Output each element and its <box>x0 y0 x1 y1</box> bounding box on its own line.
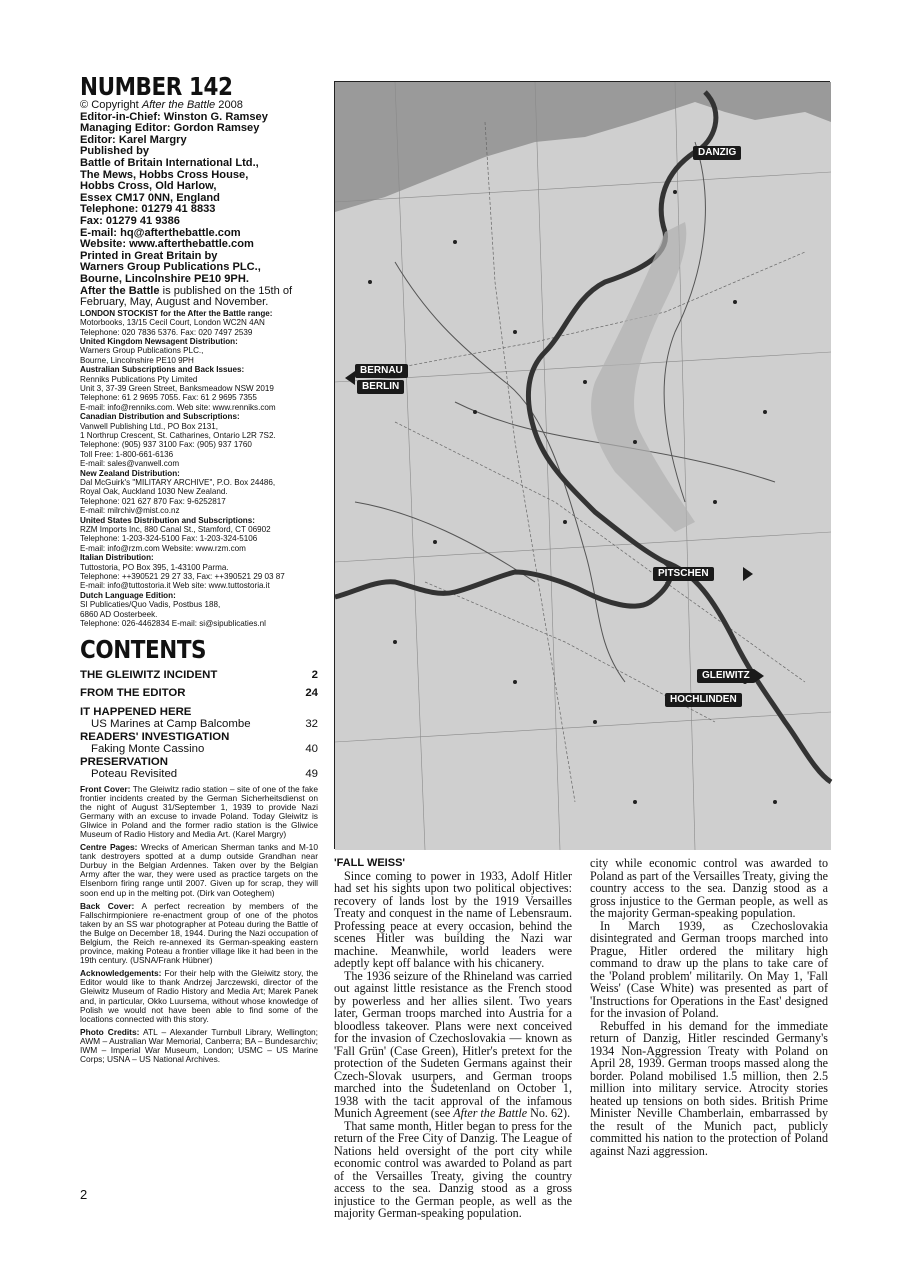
publication-schedule: After the Battle is published on the 15th of February, May, August and November. <box>80 284 293 309</box>
printer-line: Printed in Great Britain by <box>80 249 218 262</box>
map-image <box>334 81 830 849</box>
caption: Photo Credits: ATL – Alexander Turnbull Library, Wellington; AWM – Australian War Memorial, Canberra; BA – Bundesarchiv; IWM – Imperial War Museum, London; USMC – US Marine Corps; USNA – US National Archives. <box>80 1026 318 1065</box>
article-column-2 <box>590 857 828 1157</box>
distribution-line: Telephone: 1-203-324-5100 Fax: 1-203-324-5106 <box>80 534 258 544</box>
distribution-line: 6860 AD Oosterbeek. <box>80 609 158 619</box>
distribution-line: Warners Group Publications PLC., <box>80 346 204 356</box>
contents-item-title: FROM THE EDITOR <box>80 687 186 699</box>
article-paragraph: In March 1939, as Czechoslovakia disintegrated and German troops marched into Prague, Hitler ordered the military high command to draw up the plans to take care of the 'Poland problem' militarily. On May 1, 'Fall Weiss' (Case White) was presented as part of 'Instructions for Operations in the East' designed for the invasion of Poland. <box>590 918 828 1020</box>
contents-item <box>80 731 318 744</box>
distribution-line: RZM Imports Inc, 880 Canal St., Stamford, CT 06902 <box>80 525 271 535</box>
distribution-line: Telephone: 026-4462834 E-mail: si@sipublicaties.nl <box>80 619 266 629</box>
caption: Centre Pages: Wrecks of American Sherman tanks and M-10 tank destroyers spotted at a dump outside Grandhan near Durbuy in the Belgian Ardennes. Taken over by the Belgian Army after the war, they were used as practice targets on the Elsenborn firing range until 2007. Given up for scrap, they will soon end up in the melting pot. (Dirk van Ooteghem) <box>80 842 318 898</box>
distribution-line: SI Publicaties/Quo Vadis, Postbus 188, <box>80 600 221 610</box>
caption: Back Cover: A perfect recreation by members of the Fallschirmpioniere re-enactment group of one of the photos taken by an SS war photographer at Poteau during the Battle of the Bulge on December 18, 1944. During the Nazi occupation of Belgium, the Reich re-annexed its German-speaking eastern province, making Poteau a frontier village like it had been in the 19th century. (USNA/Frank Hübner) <box>80 900 318 966</box>
distribution-line: E-mail: milrchiv@mist.co.nz <box>80 506 180 516</box>
distribution-line: E-mail: info@renniks.com. Web site: www.renniks.com <box>80 402 276 412</box>
distribution-line: Motorbooks, 13/15 Cecil Court, London WC2N 4AN <box>80 318 265 328</box>
contents-item <box>80 687 318 700</box>
article-paragraph: Rebuffed in his demand for the immediate return of Danzig, Hitler rescinded Germany's 1934 Non-Aggression Treaty with Poland on April 28, 1939. German troops massed along the border. Poland mobilised 1.5 million, then 2.5 million into military service. Atrocity stories heated up tensions on both sides. British Prime Minister Neville Chamberlain, embarrassed by the result of the Munich pact, publicly committed his nation to the protection of Poland against Nazi aggression. <box>590 1018 828 1158</box>
published-by: Published by <box>80 145 150 158</box>
map-label-bernau: BERNAU <box>355 364 408 378</box>
masthead-column <box>80 74 318 1064</box>
printer-line: Warners Group Publications PLC., <box>80 261 261 274</box>
telephone: Telephone: 01279 41 8833 <box>80 203 216 216</box>
page-number: 2 <box>80 1187 88 1202</box>
captions <box>80 785 318 1065</box>
contents-item-page: 40 <box>305 743 318 755</box>
contents-item-page: 24 <box>305 687 318 699</box>
distribution-line: Telephone: 021 627 870 Fax: 9-6252817 <box>80 496 226 506</box>
distribution-line: E-mail: sales@vanwell.com <box>80 459 180 469</box>
publisher: Battle of Britain International Ltd., <box>80 156 259 169</box>
fax: Fax: 01279 41 9386 <box>80 214 180 227</box>
article-paragraph: That same month, Hitler began to press for the return of the Free City of Danzig. The League of Nations held oversight of the port city while economic control was awarded to Poland as part of the Versailles Treaty, giving the country access to the sea. Danzig stood as a gross injustice to the German people, as well as the majority German-speaking population. <box>334 1118 572 1220</box>
map-label-gleiwitz: GLEIWITZ <box>697 669 755 683</box>
distribution-line: Telephone: (905) 937 3100 Fax: (905) 937 1760 <box>80 440 252 450</box>
editor-in-chief: Editor-in-Chief: Winston G. Ramsey <box>80 110 268 123</box>
distribution-line: Toll Free: 1-800-661-6136 <box>80 449 174 459</box>
contents-item-title: PRESERVATION <box>80 755 168 768</box>
distribution-line: E-mail: info@tuttostoria.it Web site: www.tuttostoria.it <box>80 581 270 591</box>
article-paragraph: The 1936 seizure of the Rhineland was carried out against little resistance as the French stood by powerless and her allies silent. Two years later, German troops marched into Austria for a bloodless takeover. Plans were next conceived for the invasion of Czechoslovakia — known as 'Fall Grün' (Case Green), Hitler's pretext for the protection of the Sudeten Germans against their Czech-Slovak usurpers, and German troops marched into the Sudetenland on October 1, 1938 with the tacit approval of the infamous Munich Agreement (see After the Battle No. 62). <box>334 968 572 1120</box>
contents-item-page: 2 <box>311 668 318 681</box>
contents-item-title: IT HAPPENED HERE <box>80 705 192 718</box>
distribution-heading: Italian Distribution: <box>80 553 154 563</box>
contents-title: CONTENTS <box>80 634 207 664</box>
distribution-line: Telephone: 61 2 9695 7055. Fax: 61 2 9695 7355 <box>80 393 257 403</box>
contents-subitem-title: Faking Monte Cassino <box>91 743 205 755</box>
article-heading: 'FALL WEISS' <box>334 857 406 869</box>
contents-subitem-title: US Marines at Camp Balcombe <box>91 718 251 730</box>
copyright-line: © Copyright After the Battle 2008 <box>80 99 243 111</box>
arrow-icon <box>345 371 355 385</box>
article-paragraph-continued: city while economic control was awarded to Poland as part of the Versailles Treaty, giving the country access to the sea. Danzig stood as a gross injustice to the German people, as well as the majority German-speaking population. <box>590 856 828 920</box>
managing-editor: Managing Editor: Gordon Ramsey <box>80 122 260 135</box>
issue-number: NUMBER 142 <box>80 72 233 101</box>
arrow-icon <box>754 669 764 683</box>
distribution-line: Dal McGuirk's "MILITARY ARCHIVE", P.O. Box 24486, <box>80 478 276 487</box>
contents-item-page: 49 <box>305 768 318 780</box>
map-label-danzig: DANZIG <box>693 146 741 160</box>
distribution-line: Tuttostoria, PO Box 395, 1-43100 Parma. <box>80 562 229 572</box>
editor: Editor: Karel Margry <box>80 133 187 146</box>
distribution-line: 1 Northrup Crescent, St. Catharines, Ontario L2R 7S2. <box>80 430 276 440</box>
distribution-line: Royal Oak, Auckland 1030 New Zealand. <box>80 487 228 497</box>
distribution-line: Bourne, Lincolnshire PE10 9PH <box>80 355 194 365</box>
distribution-heading: United Kingdom Newsagent Distribution: <box>80 336 238 346</box>
distribution-line: Telephone: 020 7836 5376. Fax: 020 7497 2539 <box>80 327 253 337</box>
caption: Acknowledgements: For their help with the Gleiwitz story, the Editor would like to thank Andrzej Jarczewski, director of the Gleiwitz Museum of Radio History and Media Art; Marek Panek and, in particular, Okko Luursema, without whose knowledge of Polish we would not have been able to find some of the locations connected with this story. <box>80 968 318 1024</box>
caption: Front Cover: The Gleiwitz radio station – site of one of the fake frontier incidents created by the German Sicherheitsdienst on the night of August 31/September 1, 1939 to provide Nazi Germany with an excuse to invade Poland. Today Gleiwitz is Gliwice in Poland and the former radio station is the Gliwice Museum of Radio History and Media Art. (Karel Margry) <box>80 783 318 839</box>
distribution-line: E-mail: info@rzm.com Website: www.rzm.com <box>80 543 246 553</box>
distribution-heading: Australian Subscriptions and Back Issues: <box>80 365 245 375</box>
contents-item-page: 32 <box>305 718 318 730</box>
map-label-pitschen: PITSCHEN <box>653 567 714 581</box>
contents-item <box>80 756 318 769</box>
website: Website: www.afterthebattle.com <box>80 238 254 251</box>
arrow-icon <box>743 567 753 581</box>
contents-item-title: THE GLEIWITZ INCIDENT <box>80 668 218 681</box>
email: E-mail: hq@afterthebattle.com <box>80 226 241 239</box>
map-label-berlin: BERLIN <box>357 380 404 394</box>
printer-line: Bourne, Lincolnshire PE10 9PH. <box>80 272 249 285</box>
distribution-heading: United States Distribution and Subscriptions: <box>80 515 255 525</box>
contents-item-title: READERS' INVESTIGATION <box>80 730 230 743</box>
contents-item <box>80 669 318 682</box>
article-column-1 <box>334 857 572 1220</box>
address-line: Essex CM17 0NN, England <box>80 191 220 204</box>
contents-subitem-title: Poteau Revisited <box>91 768 178 780</box>
distribution-heading: Dutch Language Edition: <box>80 590 176 600</box>
distribution-line: Vanwell Publishing Ltd., PO Box 2131, <box>80 421 218 431</box>
article-paragraph: Since coming to power in 1933, Adolf Hitler had set his sights upon two political objectives: recovery of lands lost by the 1919 Versailles Treaty and conquest in the name of Lebensraum. Professing peace at every occasion, behind the scenes Hitler was building the Nazi war machine. Meanwhile, world leaders were adeptly kept off balance with his chicanery. <box>334 868 572 970</box>
contents-list <box>80 669 318 781</box>
address-line: Hobbs Cross, Old Harlow, <box>80 180 217 193</box>
distribution-line: Unit 3, 37-39 Green Street, Banksmeadow NSW 2019 <box>80 383 274 393</box>
contents-subitem <box>80 743 318 756</box>
distribution-line: Telephone: ++390521 29 27 33, Fax: ++390521 29 03 87 <box>80 572 285 582</box>
contents-subitem <box>80 718 318 731</box>
distribution-heading: New Zealand Distribution: <box>80 468 180 478</box>
address-line: The Mews, Hobbs Cross House, <box>80 168 249 181</box>
map-label-hochlinden: HOCHLINDEN <box>665 693 742 707</box>
distribution-line: Renniks Publications Pty Limited <box>80 374 198 384</box>
distribution-heading: Canadian Distribution and Subscriptions: <box>80 412 240 422</box>
distribution-list <box>80 309 318 629</box>
map-drawing <box>335 82 831 850</box>
distribution-heading: LONDON STOCKIST for the After the Battle range: <box>80 308 273 318</box>
contents-item <box>80 706 318 719</box>
contents-subitem <box>80 768 318 781</box>
